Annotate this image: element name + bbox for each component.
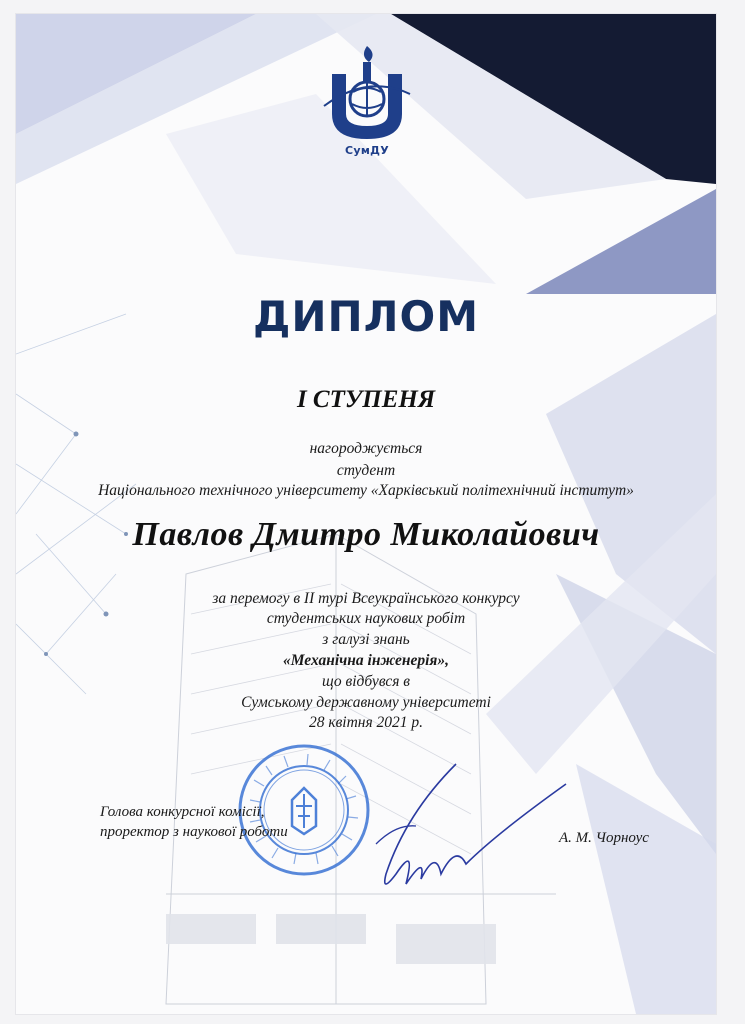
diploma-page bbox=[16, 14, 716, 1014]
signature bbox=[346, 754, 576, 904]
recipient-name: Павлов Дмитро Миколайович bbox=[132, 516, 600, 553]
reason-line-2: студентських наукових робіт bbox=[266, 610, 466, 627]
event-date: 28 квітня 2021 р. bbox=[308, 714, 424, 731]
university-logo-icon bbox=[322, 44, 412, 144]
signatory-role-line-1: Голова конкурсної комісії, bbox=[100, 804, 265, 820]
signatory-name: А. М. Чорноус bbox=[559, 830, 649, 846]
signatory-role-line-2: проректор з наукової роботи bbox=[100, 824, 288, 840]
institution-line: Національного технічного університету «Харківський політехнічний інститут» bbox=[98, 482, 634, 499]
reason-line-6: Сумському державному університеті bbox=[241, 694, 491, 711]
reason-line-1: за перемогу в ІІ турі Всеукраїнського конкурсу bbox=[212, 590, 520, 607]
reason-line-3: з галузі знань bbox=[322, 631, 410, 648]
university-logo bbox=[322, 44, 412, 164]
reason-line-5: що відбувся в bbox=[321, 673, 411, 690]
recipient-role: студент bbox=[336, 462, 396, 479]
diploma-degree: І СТУПЕНЯ bbox=[296, 386, 436, 413]
diploma-title: ДИПЛОМ bbox=[252, 292, 480, 341]
awarded-line: нагороджується bbox=[309, 440, 423, 457]
field-of-knowledge: «Механічна інженерія», bbox=[282, 652, 450, 669]
logo-text: СумДУ bbox=[344, 144, 389, 157]
signatory-role bbox=[100, 802, 288, 842]
